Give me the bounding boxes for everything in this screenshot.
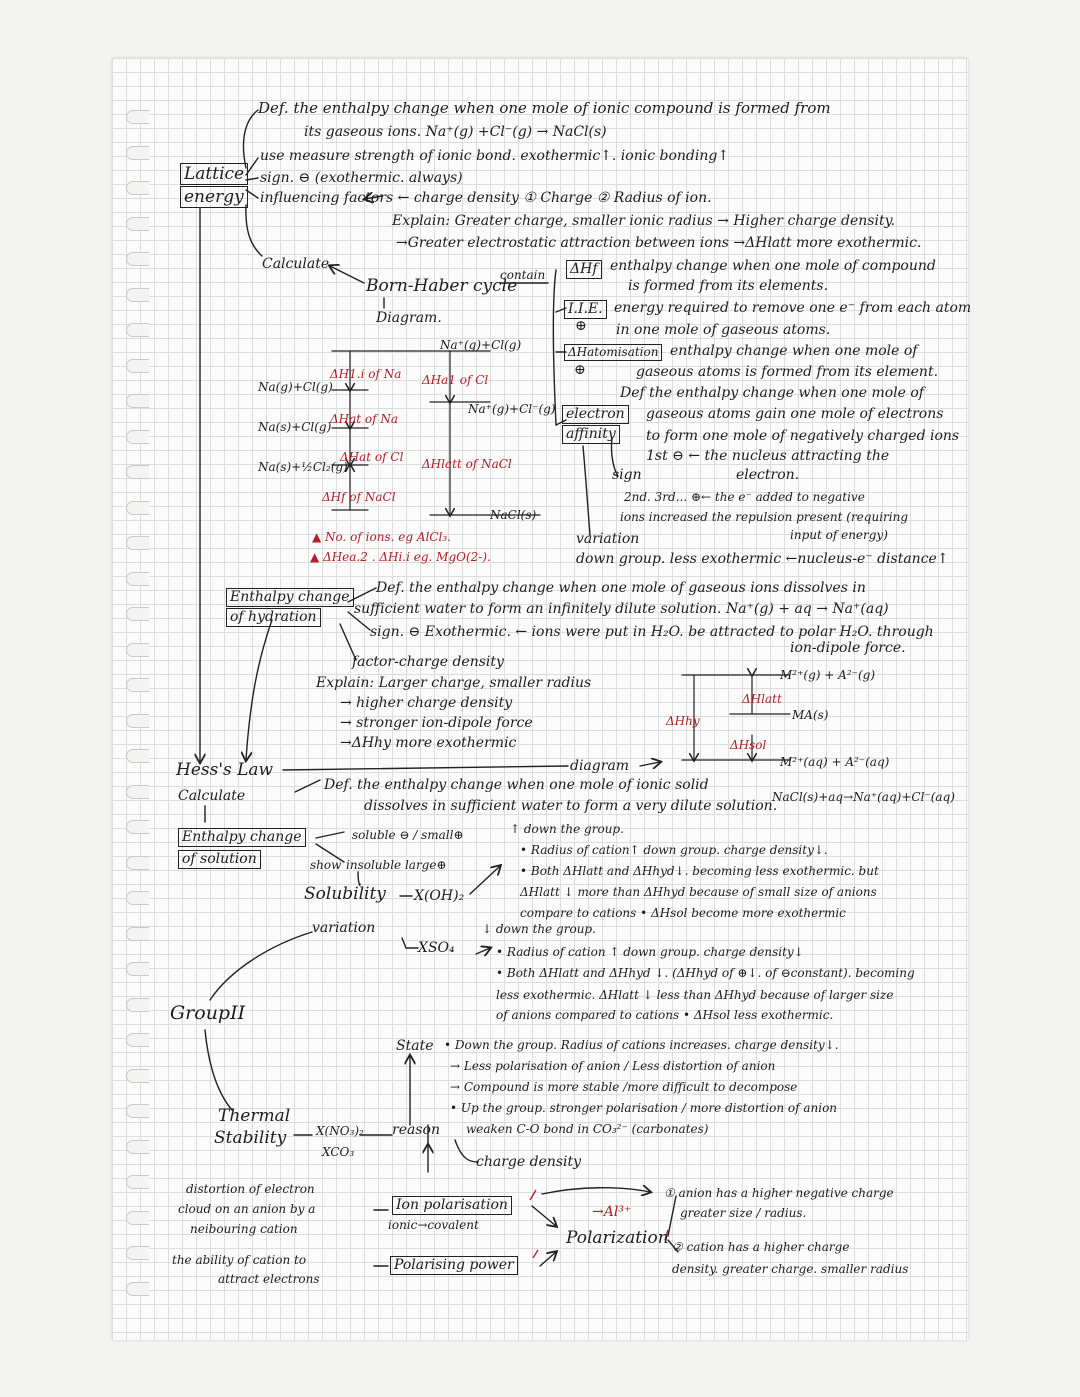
hydration-factor: factor-charge density bbox=[352, 654, 504, 670]
thermal-s3: → Compound is more stable /more difficult to decompose bbox=[450, 1080, 798, 1094]
ion-polarisation-box: Ion polarisation bbox=[392, 1196, 512, 1215]
atomisation-sign: ⊕ bbox=[574, 362, 586, 378]
polarising-ability-l2: attract electrons bbox=[218, 1272, 320, 1286]
oh-l5: compare to cations • ΔHsol become more exothermic bbox=[520, 906, 846, 920]
hyd-diagram-label: diagram bbox=[570, 758, 630, 774]
aluminium-ion: →Al³⁺ bbox=[592, 1204, 632, 1220]
solubility-sulfate: XSO₄ bbox=[418, 940, 455, 956]
lattice-def-l1: Def. the enthalpy change when one mole of ionic compound is formed from bbox=[258, 99, 831, 117]
solution-title-l1: Enthalpy change bbox=[178, 828, 306, 847]
thermal-s2: → Less polarisation of anion / Less distortion of anion bbox=[450, 1059, 776, 1073]
thermal-charge-density: charge density bbox=[476, 1154, 582, 1170]
hydration-sign: sign. ⊖ Exothermic. ← ions were put in H₂O. be attracted to polar H₂O. through bbox=[370, 624, 934, 640]
hyd-diagram-top: M²⁺(g) + A²⁻(g) bbox=[780, 668, 876, 682]
oh-l4: ΔHlatt ↓ more than ΔHhyd because of small size of anions bbox=[520, 885, 877, 899]
cycle-a1: ΔH1.i of Na bbox=[330, 367, 402, 381]
solution-soluble: soluble ⊖ / small⊕ bbox=[352, 828, 464, 842]
contain-label: contain bbox=[500, 268, 546, 282]
polarization-title: Polarization bbox=[566, 1228, 669, 1248]
ea-def-l3: to form one mole of negatively charged ions bbox=[646, 428, 960, 444]
hyd-diagram-sol: ΔHsol bbox=[730, 738, 767, 752]
lattice-def-l2: its gaseous ions. Na⁺(g) +Cl⁻(g) → NaCl(s) bbox=[304, 124, 607, 140]
thermal-s4: • Up the group. stronger polarisation / more distortion of anion bbox=[450, 1101, 838, 1115]
hyd-diagram-latt: ΔHlatt bbox=[742, 692, 782, 706]
polarising-ability-l1: the ability of cation to bbox=[172, 1253, 307, 1267]
thermal-reason: reason bbox=[392, 1122, 440, 1138]
solution-title-l2: of solution bbox=[178, 850, 261, 869]
atomisation-def-l1: enthalpy change when one mole of bbox=[670, 343, 918, 359]
hydration-def-l2: sufficient water to form an infinitely dilute solution. Na⁺(g) + aq → Na⁺(aq) bbox=[354, 601, 889, 617]
oh-l2: • Radius of cation↑ down group. charge density↓. bbox=[520, 843, 828, 857]
hydration-title-l2: of hydration bbox=[226, 608, 321, 627]
ea-second-l3: input of energy) bbox=[790, 528, 888, 542]
thermal-title-l2: Stability bbox=[214, 1128, 287, 1148]
thermal-state: State bbox=[396, 1038, 434, 1054]
polarisation-distortion-l1: distortion of electron bbox=[186, 1182, 315, 1196]
ea-first: 1st ⊖ ← the nucleus attracting the bbox=[646, 448, 890, 464]
so4-l3: • Both ΔHlatt and ΔHhyd ↓. (ΔHhyd of ⊕↓. of ⊖constant). becoming bbox=[496, 966, 915, 980]
so4-l5: of anions compared to cations • ΔHsol less exothermic. bbox=[496, 1008, 834, 1022]
lattice-calculate: Calculate bbox=[262, 256, 330, 272]
hf-def-l1: enthalpy change when one mole of compound bbox=[610, 258, 936, 274]
ea-first-l2: electron. bbox=[736, 467, 800, 483]
so4-l1: ↓ down the group. bbox=[482, 922, 596, 936]
hydration-e3: →ΔHhy more exothermic bbox=[340, 735, 517, 751]
solubility-hydroxide: X(OH)₂ bbox=[414, 888, 465, 904]
cycle-top: Na⁺(g)+Cl(g) bbox=[440, 338, 522, 352]
ie-sign: ⊕ bbox=[575, 318, 587, 334]
hyd-diagram-bot: M²⁺(aq) + A²⁻(aq) bbox=[780, 755, 890, 769]
hf-def-l2: is formed from its elements. bbox=[628, 278, 829, 294]
electron-affinity-label-l2: affinity bbox=[562, 425, 620, 444]
hydration-def-l1: Def. the enthalpy change when one mole of gaseous ions dissolves in bbox=[376, 580, 866, 596]
cycle-l3: Na(s)+½Cl₂(g) bbox=[258, 460, 348, 474]
cycle-note2: ▲ ΔHea.2 . ΔHi.i eg. MgO(2-). bbox=[310, 550, 491, 564]
ea-second-l2: ions increased the repulsion present (requiring bbox=[620, 510, 909, 524]
lattice-energy-title-l1: Lattice bbox=[180, 163, 248, 185]
ea-sign: sign bbox=[612, 467, 642, 483]
hydration-e2: → stronger ion-dipole force bbox=[340, 715, 533, 731]
solubility-variation: variation bbox=[312, 920, 376, 936]
cycle-a5: ΔHlatt of NaCl bbox=[422, 457, 512, 471]
solution-show: show bbox=[310, 858, 342, 872]
polarising-power-box: Polarising power bbox=[390, 1256, 518, 1275]
solution-def-l1: Def. the enthalpy change when one mole of ionic solid bbox=[324, 777, 709, 793]
thermal-carbonate: XCO₃ bbox=[322, 1145, 355, 1159]
lattice-influencing-factors: influencing factors ← charge density ① Charge ② Radius of ion. bbox=[260, 190, 712, 206]
hess-calculate: Calculate bbox=[178, 788, 246, 804]
polarization-r2-l1: ② cation has a higher charge bbox=[672, 1240, 850, 1254]
lattice-use: use measure strength of ionic bond. exothermic↑. ionic bonding↑ bbox=[260, 148, 730, 164]
lattice-energy-title-l2: energy bbox=[180, 186, 248, 208]
polarization-r2-l2: density. greater charge. smaller radius bbox=[672, 1262, 909, 1276]
cycle-l2: Na(s)+Cl(g) bbox=[258, 420, 332, 434]
hydration-sign-l2: ion-dipole force. bbox=[790, 640, 906, 656]
group-two-title: GroupII bbox=[170, 1002, 246, 1024]
thermal-nitrate: X(NO₃)₂ bbox=[316, 1124, 364, 1138]
hydration-title-l1: Enthalpy change bbox=[226, 588, 354, 607]
ea-def-l2: gaseous atoms gain one mole of electrons bbox=[646, 406, 944, 422]
solubility-title: Solubility bbox=[304, 884, 386, 904]
ea-variation-text: down group. less exothermic ←nucleus-e⁻ distance↑ bbox=[576, 551, 949, 567]
born-haber-diagram: Diagram. bbox=[376, 310, 442, 326]
hydration-e1: → higher charge density bbox=[340, 695, 513, 711]
cycle-note1: ▲ No. of ions. eg AlCl₃. bbox=[312, 530, 451, 544]
polarisation-distortion-l3: neibouring cation bbox=[190, 1222, 298, 1236]
ea-def-l1: Def the enthalpy change when one mole of bbox=[620, 385, 924, 401]
lattice-explain-l2: →Greater electrostatic attraction between ions →ΔHlatt more exothermic. bbox=[396, 235, 922, 251]
ie-label: I.I.E. bbox=[564, 300, 607, 319]
solution-insoluble: insoluble large⊕ bbox=[346, 858, 447, 872]
polarization-r1-l1: ① anion has a higher negative charge bbox=[664, 1186, 894, 1200]
hyd-diagram-mid: MA(s) bbox=[792, 708, 829, 722]
ie-def-l1: energy required to remove one e⁻ from each atom bbox=[614, 300, 972, 316]
so4-l4: less exothermic. ΔHlatt ↓ less than ΔHhyd because of larger size bbox=[496, 988, 894, 1002]
polarization-r1-l2: greater size / radius. bbox=[680, 1206, 807, 1220]
solution-equation: NaCl(s)+aq→Na⁺(aq)+Cl⁻(aq) bbox=[772, 790, 955, 804]
thermal-s1: • Down the group. Radius of cations increases. charge density↓. bbox=[444, 1038, 839, 1052]
solution-def-l2: dissolves in sufficient water to form a very dilute solution. bbox=[364, 798, 778, 814]
ea-second: 2nd. 3rd... ⊕← the e⁻ added to negative bbox=[624, 490, 865, 504]
hyd-diagram-hyd: ΔHhy bbox=[666, 714, 700, 728]
electron-affinity-label-l1: electron bbox=[562, 405, 629, 424]
cycle-l1: Na(g)+Cl(g) bbox=[258, 380, 333, 394]
oh-l1: ↑ down the group. bbox=[510, 822, 624, 836]
lattice-sign: sign. ⊖ (exothermic. always) bbox=[260, 170, 463, 186]
hydration-explain: Explain: Larger charge, smaller radius bbox=[316, 675, 592, 691]
cycle-a6: ΔHf of NaCl bbox=[322, 490, 396, 504]
cycle-a2: ΔHa1 of Cl bbox=[422, 373, 489, 387]
hf-label: ΔHf bbox=[566, 260, 602, 279]
hess-law-title: Hess's Law bbox=[176, 760, 274, 780]
cycle-a3: ΔHat of Na bbox=[330, 412, 399, 426]
born-haber-cycle: Born-Haber cycle bbox=[366, 276, 518, 296]
so4-l2: • Radius of cation ↑ down group. charge density↓ bbox=[496, 945, 804, 959]
ionic-to-covalent: ionic→covalent bbox=[388, 1218, 479, 1232]
ie-def-l2: in one mole of gaseous atoms. bbox=[616, 322, 831, 338]
cycle-bottom: NaCl(s) bbox=[490, 508, 537, 522]
polarisation-distortion-l2: cloud on an anion by a bbox=[178, 1202, 316, 1216]
cycle-a4: ΔHat of Cl bbox=[340, 450, 404, 464]
ea-variation: variation bbox=[576, 531, 640, 547]
thermal-title-l1: Thermal bbox=[218, 1106, 291, 1126]
lattice-explain-l1: Explain: Greater charge, smaller ionic radius → Higher charge density. bbox=[392, 213, 896, 229]
atomisation-def-l2: gaseous atoms is formed from its element. bbox=[636, 364, 939, 380]
oh-l3: • Both ΔHlatt and ΔHhyd↓. becoming less exothermic. but bbox=[520, 864, 879, 878]
cycle-mid: Na⁺(g)+Cl⁻(g) bbox=[468, 402, 556, 416]
atomisation-label: ΔHatomisation bbox=[564, 344, 662, 361]
thermal-s5: weaken C-O bond in CO₃²⁻ (carbonates) bbox=[466, 1122, 709, 1136]
